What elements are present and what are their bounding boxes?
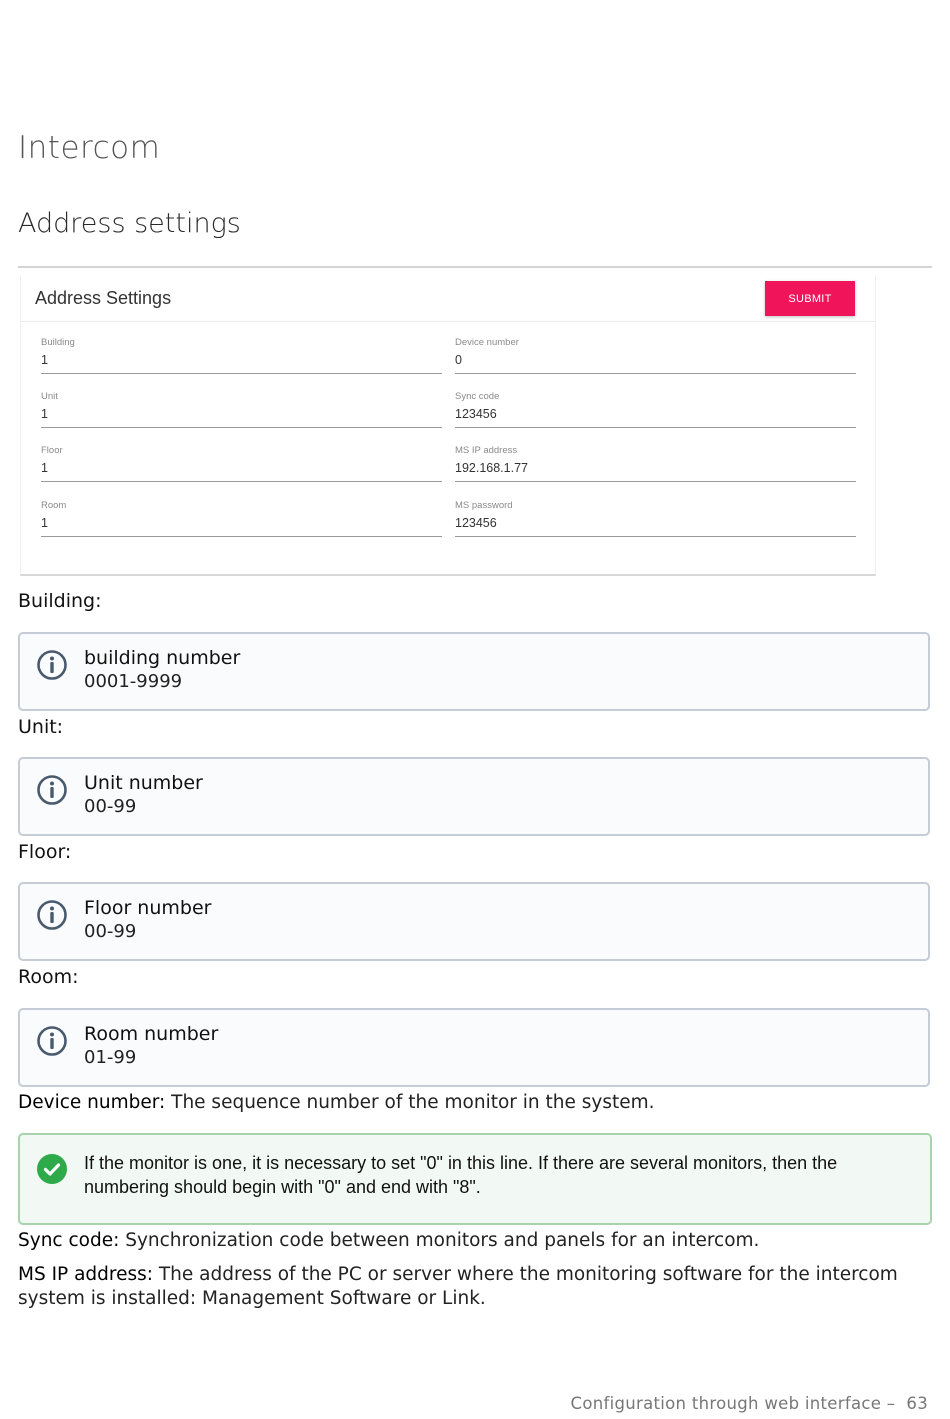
ms-password-field-label: MS password bbox=[455, 500, 513, 511]
info-circle-icon bbox=[36, 774, 68, 806]
device-number-term: Device number: bbox=[18, 1092, 166, 1113]
device-number-note: If the monitor is one, it is necessary to set "0" in this line. If there are several monitors, then the numbering should begin with "0" and end with "8". bbox=[84, 1153, 838, 1197]
building-info-box bbox=[18, 632, 930, 711]
sync-code-text: Synchronization code between monitors and panels for an intercom. bbox=[119, 1230, 760, 1251]
device-number-field bbox=[455, 337, 856, 381]
sync-code-field bbox=[455, 391, 856, 435]
unit-info-box bbox=[18, 757, 930, 836]
floor-info-box bbox=[18, 882, 930, 961]
ms-ip-field-label: MS IP address bbox=[455, 445, 518, 456]
ms-ip-term: MS IP address: bbox=[18, 1264, 153, 1285]
info-title: building number bbox=[84, 647, 241, 669]
info-circle-icon bbox=[36, 649, 68, 681]
info-range: 0001-9999 bbox=[84, 671, 183, 692]
sync-code-input[interactable] bbox=[455, 405, 856, 423]
sync-code-field-label: Sync code bbox=[455, 391, 500, 402]
subsection-title: Address settings bbox=[18, 208, 241, 239]
ms-ip-field bbox=[455, 445, 856, 489]
info-range: 00-99 bbox=[84, 796, 137, 817]
device-number-input[interactable] bbox=[455, 351, 856, 369]
device-number-note-box bbox=[18, 1133, 932, 1225]
info-circle-icon bbox=[36, 899, 68, 931]
ms-ip-text: The address of the PC or server where the monitoring software for the intercom system is installed: Management Software or Link. bbox=[18, 1264, 898, 1309]
room-field bbox=[41, 500, 442, 544]
floor-field-label: Floor bbox=[41, 445, 63, 456]
section-title: Intercom bbox=[18, 130, 161, 166]
unit-field-label: Unit bbox=[41, 391, 58, 402]
info-title: Floor number bbox=[84, 897, 212, 919]
building-field-label: Building bbox=[41, 337, 75, 348]
check-circle-icon bbox=[36, 1153, 68, 1185]
device-number-field-label: Device number bbox=[455, 337, 519, 348]
unit-input[interactable] bbox=[41, 405, 442, 423]
device-number-paragraph bbox=[18, 1091, 932, 1115]
unit-heading: Unit: bbox=[18, 716, 64, 738]
room-heading: Room: bbox=[18, 966, 79, 988]
ms-ip-paragraph bbox=[18, 1263, 932, 1311]
unit-field bbox=[41, 391, 442, 435]
floor-heading: Floor: bbox=[18, 841, 72, 863]
device-number-text: The sequence number of the monitor in the system. bbox=[165, 1092, 655, 1113]
building-field bbox=[41, 337, 442, 381]
room-field-label: Room bbox=[41, 500, 67, 511]
footer-text: Configuration through web interface – bbox=[570, 1394, 896, 1413]
divider bbox=[18, 266, 932, 268]
ms-password-field bbox=[455, 500, 856, 544]
page-footer bbox=[571, 1394, 928, 1413]
building-heading: Building: bbox=[18, 590, 102, 612]
page-number: 63 bbox=[906, 1394, 928, 1413]
info-range: 00-99 bbox=[84, 921, 137, 942]
ms-ip-input[interactable] bbox=[455, 459, 856, 477]
sync-code-term: Sync code: bbox=[18, 1230, 120, 1251]
ms-password-input[interactable] bbox=[455, 514, 856, 532]
info-title: Unit number bbox=[84, 772, 203, 794]
info-range: 01-99 bbox=[84, 1047, 137, 1068]
panel-title: Address Settings bbox=[35, 288, 172, 308]
sync-code-paragraph bbox=[18, 1229, 932, 1253]
floor-input[interactable] bbox=[41, 459, 442, 477]
room-info-box bbox=[18, 1008, 930, 1087]
address-settings-panel bbox=[20, 276, 876, 576]
floor-field bbox=[41, 445, 442, 489]
room-input[interactable] bbox=[41, 514, 442, 532]
building-input[interactable] bbox=[41, 351, 442, 369]
info-title: Room number bbox=[84, 1023, 219, 1045]
panel-separator bbox=[21, 321, 875, 322]
submit-button[interactable]: SUBMIT bbox=[765, 281, 855, 316]
info-circle-icon bbox=[36, 1025, 68, 1057]
